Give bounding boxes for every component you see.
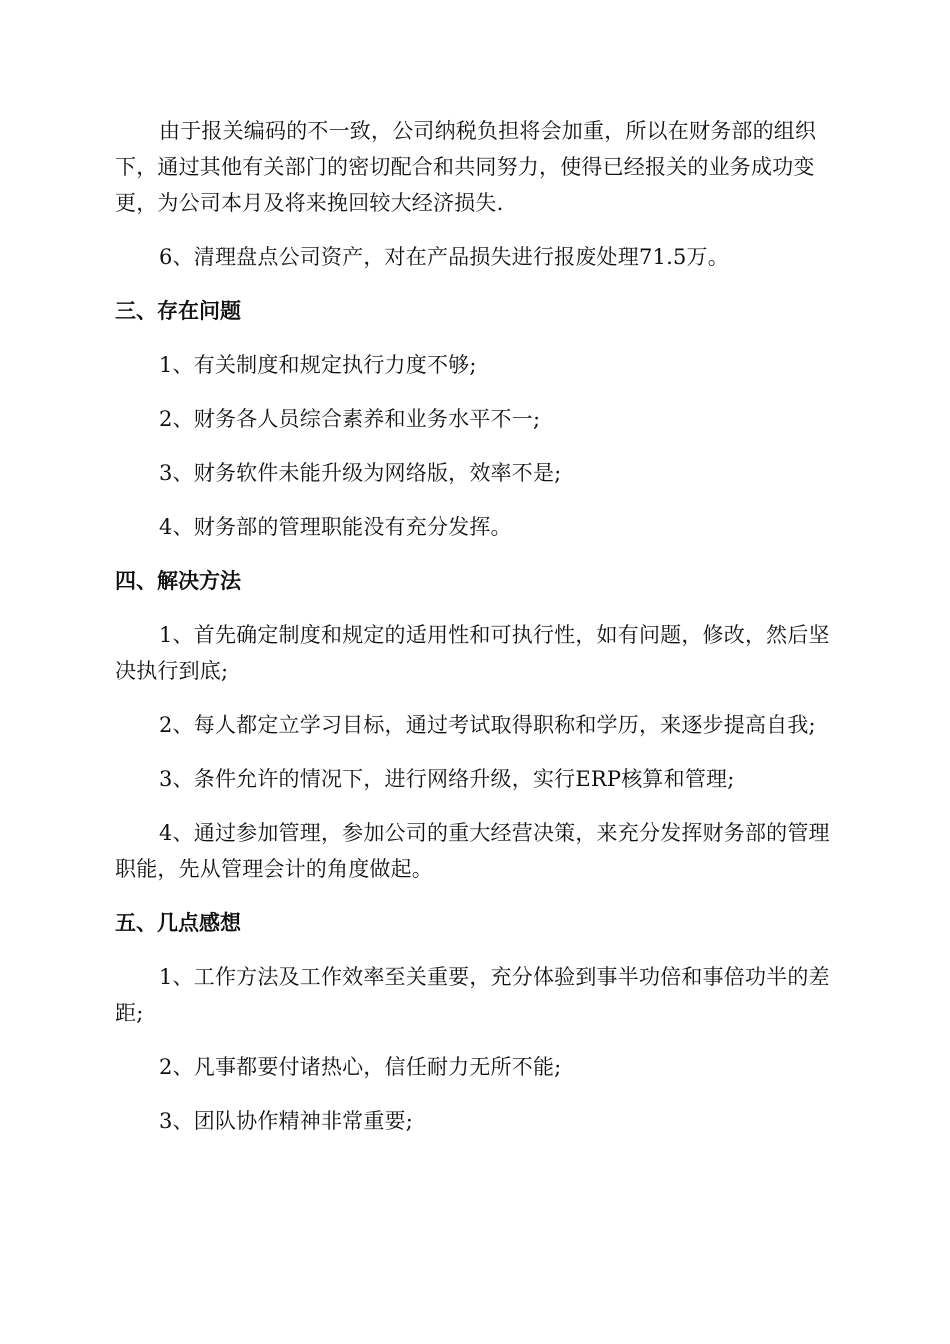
paragraph-customs-code: 由于报关编码的不一致，公司纳税负担将会加重，所以在财务部的组织下，通过其他有关部门的密切配合和共同努力，使得已经报关的业务成功变更，为公司本月及将来挽回较大经济损失. [115,119,817,215]
paragraph-asset-inventory: 6、清理盘点公司资产，对在产品损失进行报废处理71.5万。 [159,245,729,269]
list-item-solution-1: 1、首先确定制度和规定的适用性和可执行性，如有问题，修改，然后坚决执行到底; [115,623,830,683]
section-heading-problems: 三、存在问题 [115,299,241,323]
list-item-problem-3: 3、财务软件未能升级为网络版，效率不是; [159,461,562,485]
list-item-reflection-3: 3、团队协作精神非常重要; [159,1109,414,1133]
list-item-solution-4: 4、通过参加管理，参加公司的重大经营决策，来充分发挥财务部的管理职能，先从管理会计的角度做起。 [115,821,830,881]
list-item-problem-4: 4、财务部的管理职能没有充分发挥。 [159,515,512,539]
list-item-problem-1: 1、有关制度和规定执行力度不够; [159,353,477,377]
document-body [115,113,835,1157]
section-heading-solutions: 四、解决方法 [115,569,241,593]
list-item-reflection-2: 2、凡事都要付诸热心，信任耐力无所不能; [159,1055,562,1079]
list-item-solution-2: 2、每人都定立学习目标，通过考试取得职称和学历，来逐步提高自我; [159,713,816,737]
list-item-solution-3: 3、条件允许的情况下，进行网络升级，实行ERP核算和管理; [159,767,735,791]
list-item-reflection-1: 1、工作方法及工作效率至关重要，充分体验到事半功倍和事倍功半的差距; [115,965,830,1025]
list-item-problem-2: 2、财务各人员综合素养和业务水平不一; [159,407,541,431]
section-heading-reflections: 五、几点感想 [115,911,241,935]
